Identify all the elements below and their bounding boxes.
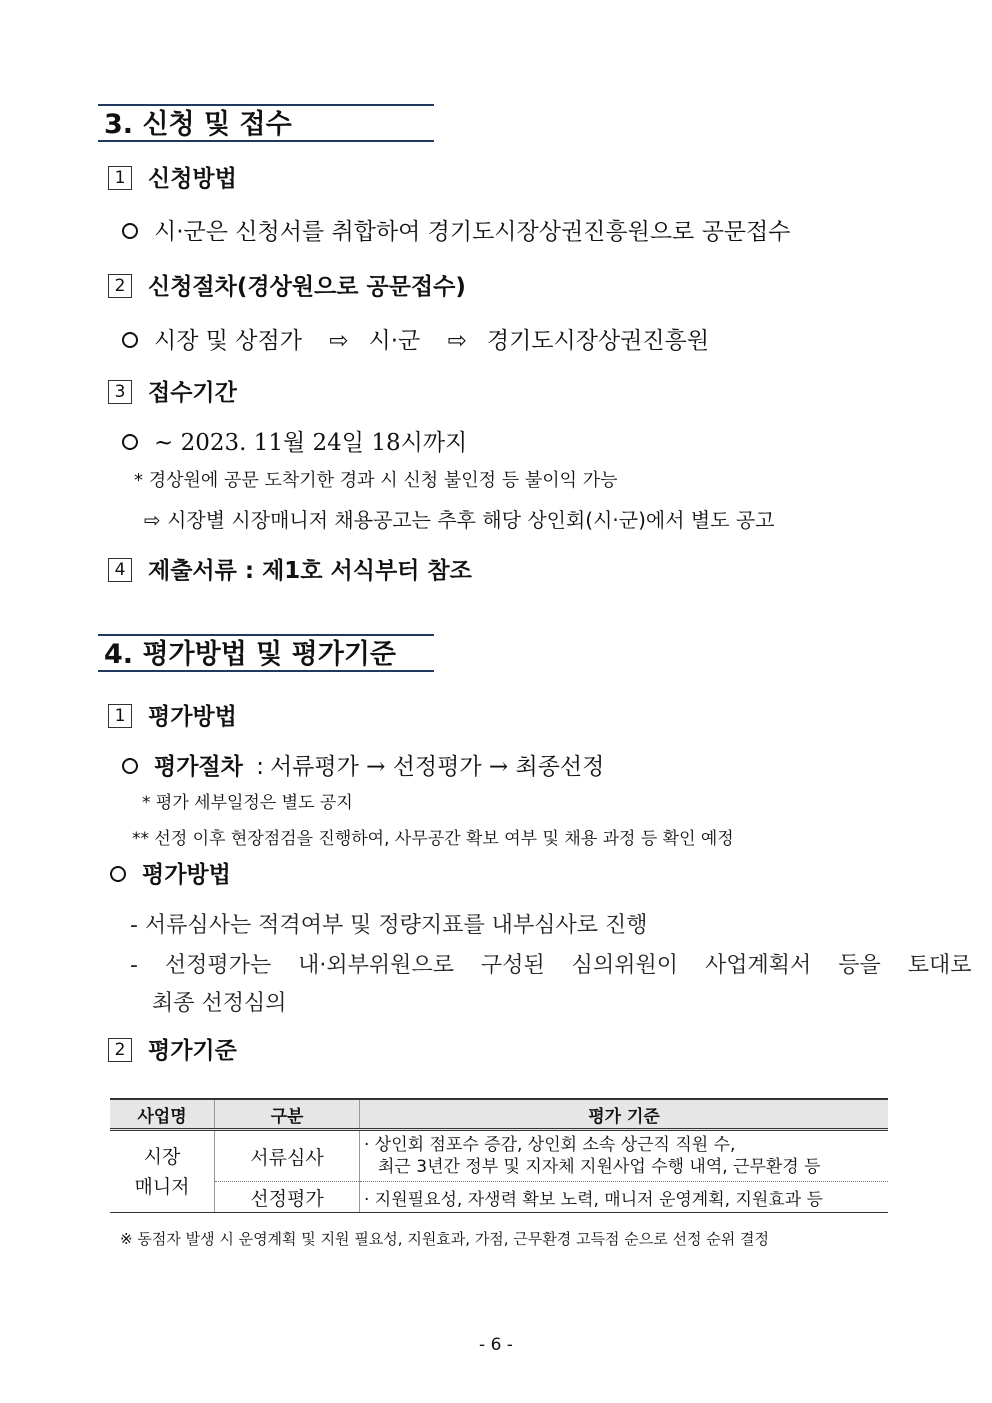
page-number: - 6 - bbox=[479, 1335, 513, 1355]
type-cell: 서류심사 bbox=[215, 1130, 360, 1182]
proc-text: 서류평가 → 선정평가 → 최종선정 bbox=[269, 754, 605, 780]
sub-title: 제출서류 : 제1호 서식부터 참조 bbox=[148, 558, 472, 584]
sub-title: 접수기간 bbox=[148, 380, 237, 406]
sec4-note2: ** 선정 이후 현장점검을 진행하여, 사무공간 확보 여부 및 채용 과정 등 확인 예정 bbox=[132, 829, 734, 849]
table-row bbox=[110, 1182, 888, 1213]
criteria-table bbox=[110, 1098, 888, 1213]
sec4-proc-bullet bbox=[122, 748, 604, 781]
sec4-sub1-heading bbox=[108, 704, 237, 730]
table-row bbox=[110, 1130, 888, 1182]
sec3-sub3-heading bbox=[108, 380, 237, 406]
criteria-cell: · 지원필요성, 자생력 확보 노력, 매니저 운영계획, 지원효과 등 bbox=[360, 1182, 889, 1213]
sec4-note1: * 평가 세부일정은 별도 공지 bbox=[142, 793, 353, 813]
col-header: 구분 bbox=[215, 1099, 360, 1130]
deadline-text: ~ 2023. 11월 24일 18시까지 bbox=[154, 430, 468, 456]
sub-number-box: 2 bbox=[108, 1038, 132, 1062]
flow-step: 시장 및 상점가 bbox=[154, 328, 302, 354]
circle-bullet-icon bbox=[122, 434, 138, 450]
sub-title: 평가기준 bbox=[148, 1038, 237, 1064]
project-line: 시장 bbox=[143, 1145, 181, 1168]
sec3-s2-flow bbox=[122, 322, 709, 355]
sub-number-box: 3 bbox=[108, 380, 132, 404]
circle-bullet-icon bbox=[122, 223, 138, 239]
sec3-sub2-heading bbox=[108, 274, 466, 300]
sec3-sub4-heading bbox=[108, 558, 472, 584]
criteria-cell bbox=[360, 1130, 889, 1182]
col-header: 평가 기준 bbox=[360, 1099, 889, 1130]
criteria-line: · 상인회 점포수 증감, 상인회 소속 상근직 직원 수, bbox=[364, 1135, 736, 1155]
section-4-title: 4. 평가방법 및 평가기준 bbox=[98, 634, 434, 672]
criteria-line: 최근 3년간 정부 및 지자체 지원사업 수행 내역, 근무환경 등 bbox=[378, 1157, 821, 1177]
method-label: 평가방법 bbox=[142, 862, 231, 888]
sec4-sub2-heading bbox=[108, 1038, 237, 1064]
circle-bullet-icon bbox=[110, 866, 126, 882]
sec3-s3-note2: ⇨ 시장별 시장매니저 채용공고는 추후 해당 상인회(시·군)에서 별도 공고 bbox=[144, 508, 775, 532]
sub-number-box: 1 bbox=[108, 166, 132, 190]
sub-title: 평가방법 bbox=[148, 704, 237, 730]
flow-step: 시·군 bbox=[368, 328, 421, 354]
sec4-method-heading bbox=[110, 862, 231, 888]
section-3-title: 3. 신청 및 접수 bbox=[98, 104, 434, 142]
sec4-dash2-cont: 최종 선정심의 bbox=[152, 991, 287, 1016]
sec3-s3-bullet bbox=[122, 424, 467, 457]
proc-label: 평가절차 bbox=[154, 754, 243, 780]
sub-number-box: 1 bbox=[108, 704, 132, 728]
sec4-dash2: - 선정평가는 내·외부위원으로 구성된 심의위원이 사업계획서 등을 토대로 bbox=[130, 953, 972, 978]
table-header-row bbox=[110, 1099, 888, 1130]
right-arrow-icon: ⇨ bbox=[329, 328, 349, 354]
sec4-dash1: - 서류심사는 적격여부 및 정량지표를 내부심사로 진행 bbox=[130, 913, 648, 938]
bullet-text: 시·군은 신청서를 취합하여 경기도시장상권진흥원으로 공문접수 bbox=[154, 219, 791, 245]
sec3-s1-bullet bbox=[122, 213, 790, 246]
project-cell bbox=[110, 1130, 215, 1213]
sub-number-box: 4 bbox=[108, 558, 132, 582]
sub-title: 신청방법 bbox=[148, 166, 237, 192]
circle-bullet-icon bbox=[122, 758, 138, 774]
sub-title: 신청절차(경상원으로 공문접수) bbox=[148, 274, 466, 300]
circle-bullet-icon bbox=[122, 332, 138, 348]
sec3-s3-note1: * 경상원에 공문 도착기한 경과 시 신청 불인정 등 불이익 가능 bbox=[134, 470, 618, 491]
flow-step: 경기도시장상권진흥원 bbox=[486, 328, 710, 354]
proc-sep: : bbox=[256, 754, 264, 780]
type-cell: 선정평가 bbox=[215, 1182, 360, 1213]
sub-number-box: 2 bbox=[108, 274, 132, 298]
sec3-sub1-heading bbox=[108, 166, 237, 192]
table-footnote: ※ 동점자 발생 시 운영계획 및 지원 필요성, 지원효과, 가점, 근무환경 고득점 순으로 선정 순위 결정 bbox=[120, 1230, 770, 1248]
project-line: 매니저 bbox=[134, 1175, 190, 1198]
col-header: 사업명 bbox=[110, 1099, 215, 1130]
right-arrow-icon: ⇨ bbox=[447, 328, 467, 354]
